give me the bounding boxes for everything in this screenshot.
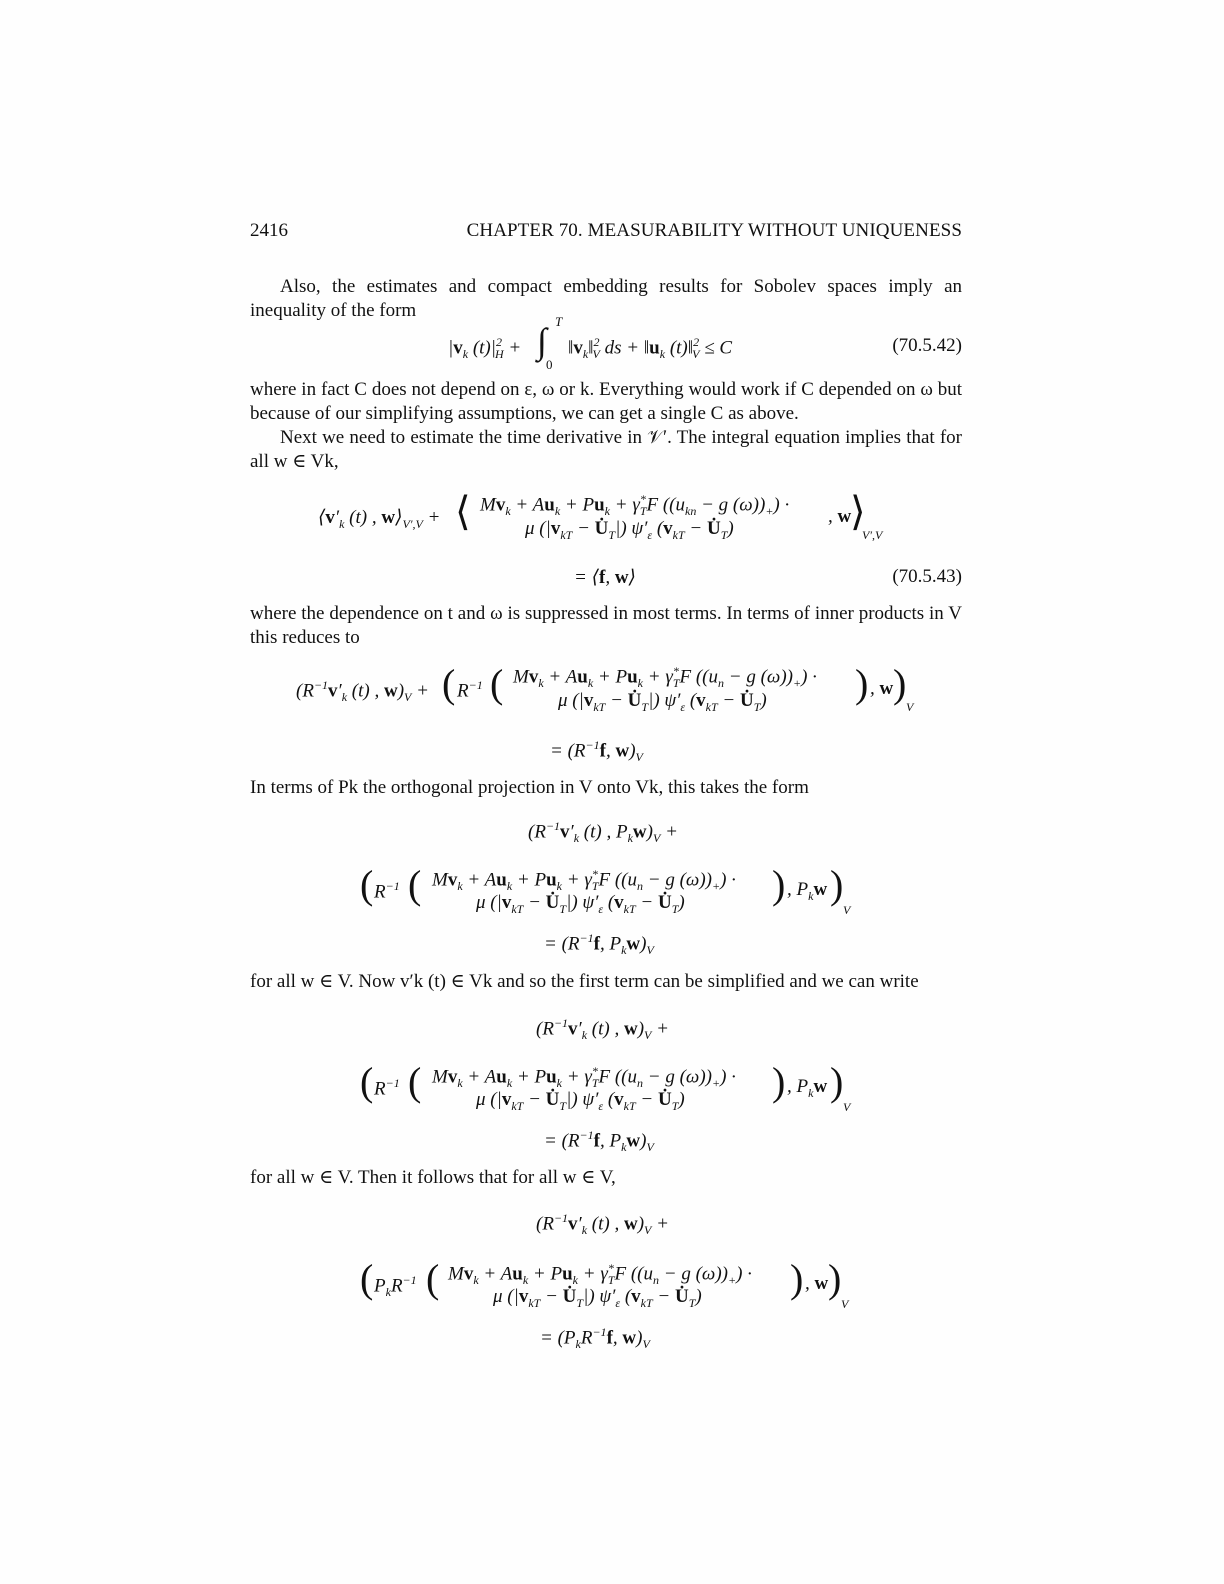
paragraph-4: where the dependence on t and ω is suppressed in most terms. In terms of inner products in V this reduces to (250, 603, 962, 648)
equation-simplified: ($R^{-1}v'_k$ (t) , $w)_V$ + ( $R^{-1}$ ( $Mv_k + Au_k + Pu_k + \gamma^*_TF$ (($u_n - g$ $(\omega))_+$) · μ ($|v_{kT}$ − $U̇_T|$) $\psi'_\varepsilon$ ($v_{kT}$ − $U̇_T$) ) , $P_kw$ ) V = ($R^{-1}f$, $P_kw)_V$ (360, 1016, 851, 1155)
equation-final: ($R^{-1}v'_k$ (t) , $w)_V$ + ( $P_kR^{-1}$ ( $Mv_k + Au_k + Pu_k + \gamma^*_TF$ (($u_n - g$ $(\omega))_+$) · μ ($|v_{kT}$ − $U̇_T|$) $\psi'_\varepsilon$ ($v_{kT}$ − $U̇_T$) ) , w ) V = ($P_kR^{-1}f$, $w)_V$ (360, 1211, 849, 1352)
equation-70-5-43: $⟨v'_k$ (t) , $w⟩_{V',V}$ + ⟨ $Mv_k + Au_k + Pu_k + \gamma^*_TF$ (($u_{kn} - g$ $(\omega))_+$) · μ ($|v_{kT}$ − $U̇_T|$) $\psi'_\varepsilon$ ($v_{kT}$ − $U̇_T$) , w ⟩ V′,V = ⟨f, w⟩ (70.5.43) (318, 489, 962, 588)
page-number: 2416 (250, 220, 288, 241)
paragraph-6: for all w ∈ V. Now v′k (t) ∈ Vk and so the first term can be simplified and we can write (250, 971, 919, 992)
paragraph-1: Also, the estimates and compact embedding results for Sobolev spaces imply an inequality of the form (250, 276, 962, 321)
paragraph-5: In terms of Pk the orthogonal projection in V onto Vk, this takes the form (250, 777, 809, 798)
equation-inner-product: ($R^{-1}v'_k$ (t) , $w)_V$ + ( $R^{-1}$ ( $Mv_k + Au_k + Pu_k + \gamma^*_TF$ (($u_n - g$ $(\omega))_+$) · μ ($|v_{kT}$ − $U̇_T|$) $\psi'_\varepsilon$ ($v_{kT}$ − $U̇_T$) ) , w ) V = ($R^{-1}f$, $w)_V$ (296, 661, 914, 765)
document-page (250, 0, 962, 1584)
paragraph-7: for all w ∈ V. Then it follows that for all w ∈ V, (250, 1167, 616, 1188)
equation-70-5-42: $|v_k$ $(t)|^2_H$ + ∫ T 0 $‖v_k‖^2_V$ ds + $‖u_k$ (t)‖$^2_V$ ≤ C (70.5.42) (448, 314, 962, 372)
paragraph-3: Next we need to estimate the time derivative in 𝒱′. The integral equation implies that for all w ∈ Vk, (250, 427, 962, 472)
chapter-title: CHAPTER 70. MEASURABILITY WITHOUT UNIQUENESS (466, 220, 962, 241)
paragraph-2: where in fact C does not depend on ε, ω or k. Everything would work if C depended on ω but because of our simplifying assumptions, we can get a single C as above. (250, 379, 962, 424)
equation-number: (70.5.42) (892, 335, 962, 356)
equation-number: (70.5.43) (892, 566, 962, 587)
equation-projection: ($R^{-1}v'_k$ (t) , $P_kw)_V$ + ( $R^{-1}$ ( $Mv_k + Au_k + Pu_k + \gamma^*_TF$ (($u_n - g$ $(\omega))_+$) · μ ($|v_{kT}$ − $U̇_T|$) $\psi'_\varepsilon$ ($v_{kT}$ − $U̇_T$) ) , $P_kw$ ) V = ($R^{-1}f$, $P_kw)_V$ (360, 819, 851, 958)
